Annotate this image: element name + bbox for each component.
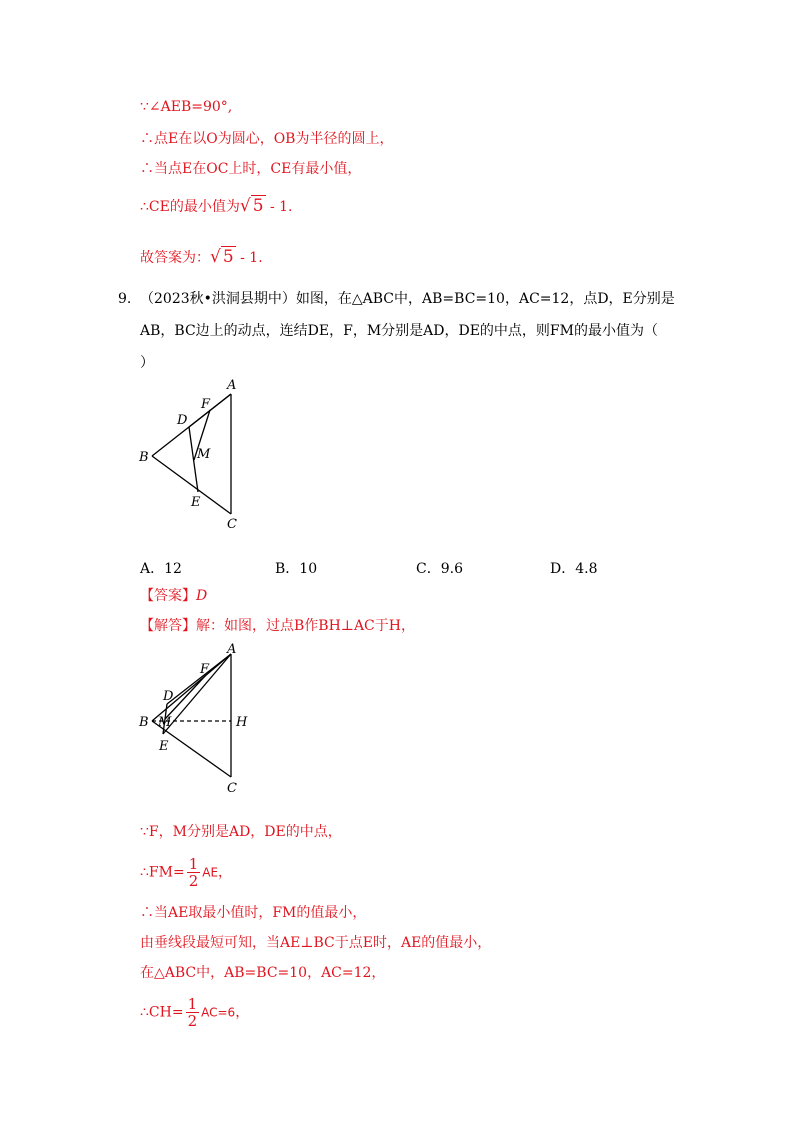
option-a (140, 558, 182, 578)
solution-line-angle: ∵∠AEB=90°, (140, 99, 233, 115)
label2-h: H (236, 715, 248, 730)
option-c (416, 558, 463, 578)
solution-step-5: 在△ABC中，AB=BC=10，AC=12， (140, 965, 386, 981)
solution-step-1: ∵F，M分别是AD，DE的中点， (140, 824, 342, 840)
question-number: 9. (118, 291, 132, 307)
label-d: D (177, 413, 188, 428)
answer-line-prev (140, 247, 263, 268)
label-b: B (139, 450, 149, 465)
label2-e: E (159, 739, 169, 754)
solution-line-min: ∴当点E在OC上时，CE有最小值， (140, 161, 362, 177)
solution-intro-line (140, 616, 415, 636)
option-b-letter: B． (275, 561, 300, 577)
solution-step-6 (140, 996, 249, 1029)
option-b (275, 558, 317, 578)
sqrt-five: √ 5 (239, 196, 264, 216)
label-c: C (227, 517, 237, 532)
figure-triangle-solution (130, 640, 270, 800)
option-a-letter: A． (140, 561, 165, 577)
fm-eq-end: ， (218, 864, 233, 881)
question-line-1: （2023秋•洪洞县期中）如图，在△ABC中，AB=BC=10，AC=12，点D，E分别是 (140, 291, 675, 307)
ch-eq-end: ， (235, 1004, 250, 1021)
option-c-value: 9.6 (440, 561, 463, 577)
solution-step-2 (140, 856, 232, 889)
solution-tag: 【解答】 (140, 618, 196, 634)
fraction-half-2 (186, 996, 200, 1029)
label-f: F (201, 397, 211, 412)
fm-eq-prefix: ∴FM= (140, 864, 185, 881)
answer-value: D (196, 588, 208, 604)
question-line-2: AB，BC边上的动点，连结DE，F，M分别是AD，DE的中点，则FM的最小值为（ (140, 323, 658, 339)
sqrt-radicand-answer: 5 (222, 247, 234, 267)
label2-d: D (163, 689, 174, 704)
option-d (550, 558, 598, 578)
answer-tag: 【答案】 (140, 588, 196, 604)
ce-min-tail: - 1. (265, 199, 293, 215)
option-a-value: 12 (164, 561, 182, 577)
fraction-den-1: 2 (188, 872, 199, 890)
label2-m: M (158, 715, 172, 730)
solution-line-circle: ∴点E在以O为圆心，OB为半径的圆上， (140, 131, 394, 147)
answer-line (140, 586, 207, 606)
answer-prev-text: 故答案为： (140, 250, 210, 266)
ch-eq-prefix: ∴CH= (140, 1004, 184, 1021)
question-line-3: ） (140, 355, 154, 371)
solution-intro: 解：如图，过点B作BH⊥AC于H， (196, 618, 415, 634)
fraction-num-2: 1 (187, 995, 198, 1013)
label2-a: A (227, 642, 237, 657)
fm-eq-ae: AE (202, 865, 219, 880)
solution-step-4: 由垂线段最短可知，当AE⊥BC于点E时，AE的值最小， (140, 935, 492, 951)
figure-triangle-question (130, 372, 260, 537)
option-d-value: 4.8 (575, 561, 598, 577)
fraction-half-1 (187, 856, 201, 889)
label2-f: F (200, 662, 210, 677)
option-b-value: 10 (299, 561, 318, 577)
label-e: E (191, 495, 201, 510)
answer-prev-tail: - 1. (235, 250, 263, 266)
label-a: A (227, 378, 237, 393)
sqrt-five-answer: √ 5 (210, 247, 234, 267)
solution-line-ce-min (140, 196, 293, 217)
solution-step-3: ∴当AE取最小值时，FM的值最小， (140, 905, 367, 921)
fraction-num-1: 1 (188, 855, 199, 873)
option-c-letter: C． (416, 561, 441, 577)
label2-b: B (139, 715, 149, 730)
ch-eq-ac: AC=6 (201, 1005, 236, 1020)
label-m: M (197, 447, 211, 462)
label2-c: C (227, 781, 237, 796)
ce-min-text: ∴CE的最小值为 (140, 199, 240, 215)
sqrt-radicand: 5 (252, 196, 264, 216)
fraction-den-2: 2 (187, 1012, 198, 1030)
option-d-letter: D． (550, 561, 576, 577)
segment-ad-2 (167, 654, 231, 704)
